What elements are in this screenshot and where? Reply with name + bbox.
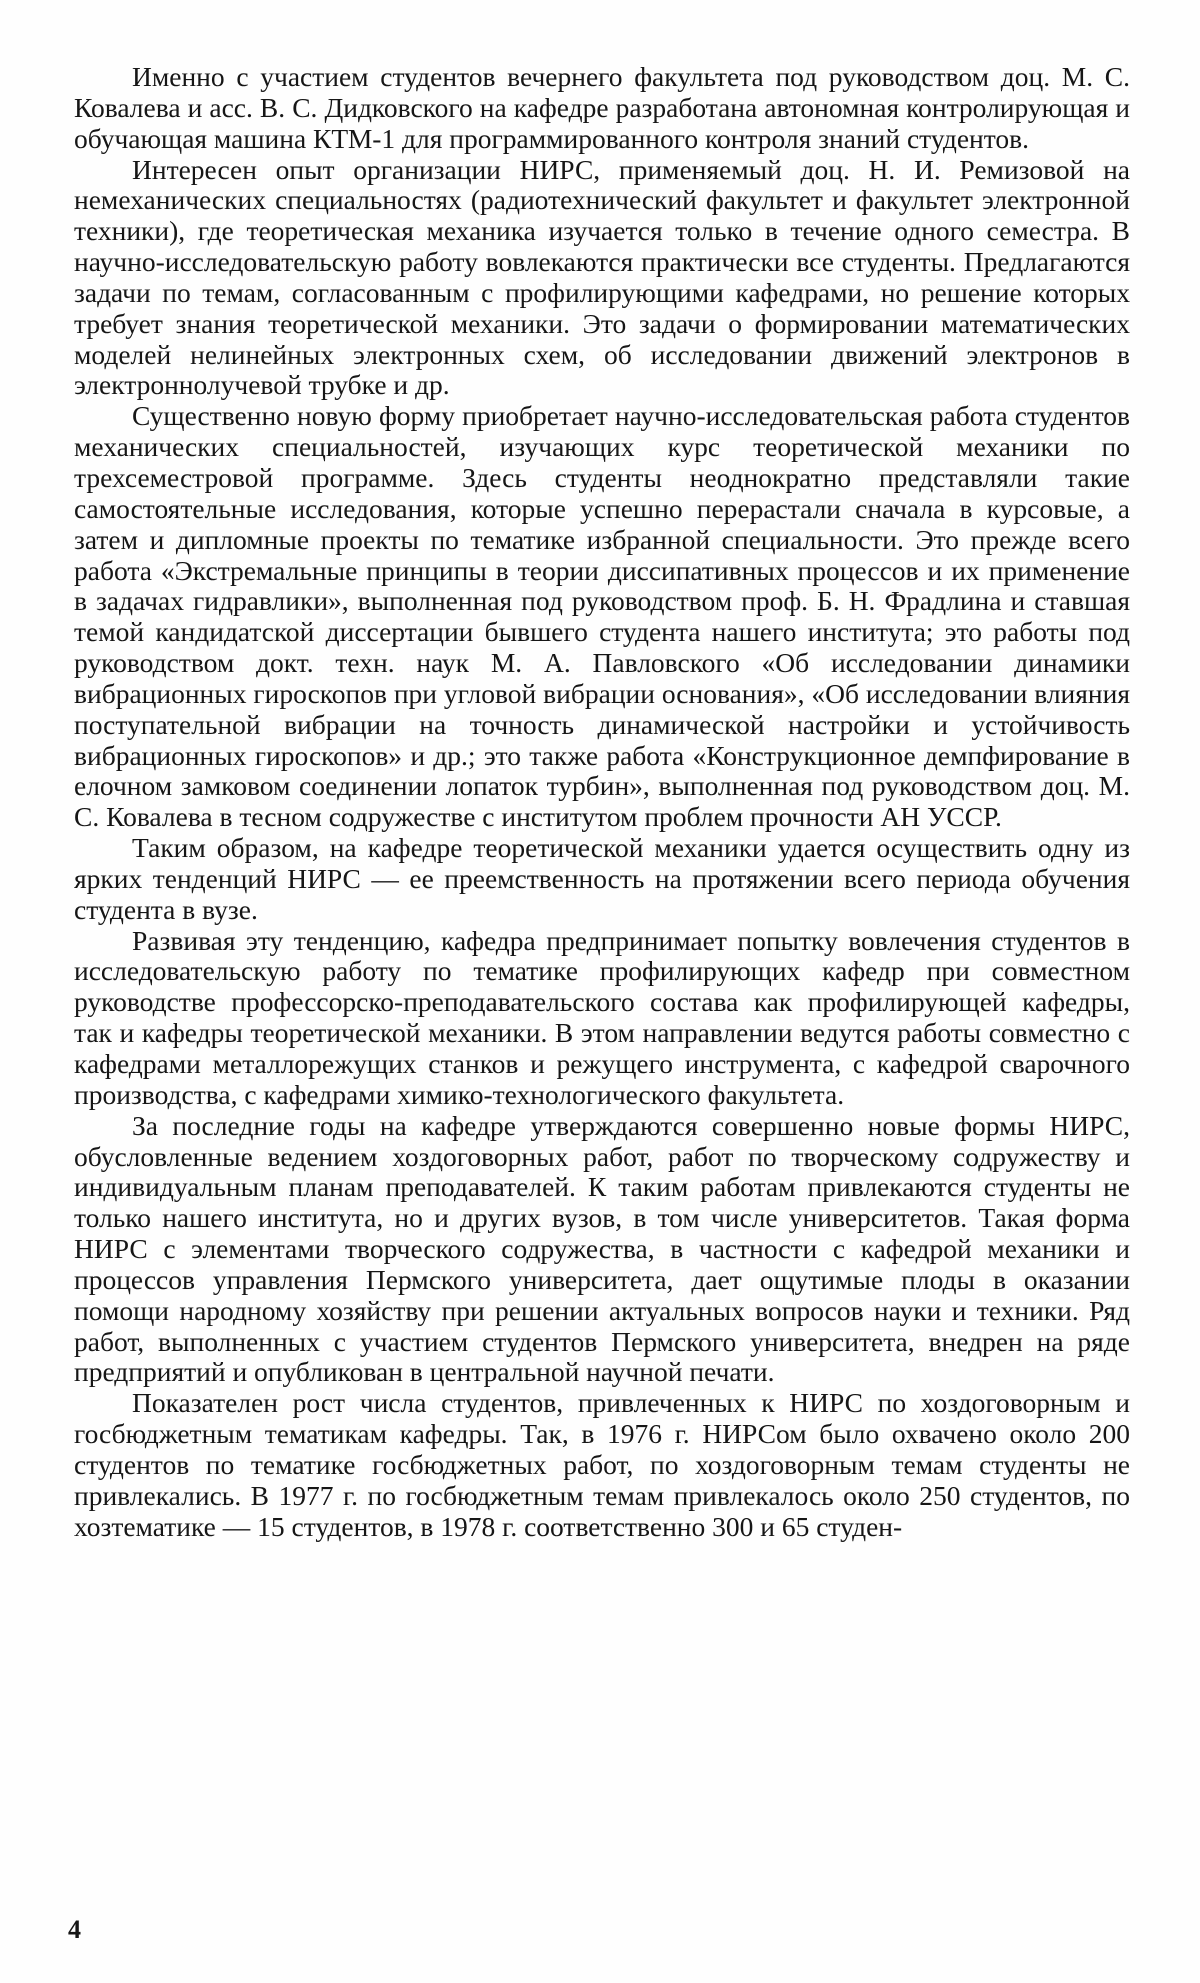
paragraph-mechanical-specialties: Существенно новую форму приобретает научно-исследовательская работа студентов механических специальностей, изучающих курс теоретической механики по трехсеместровой программе. Здесь студенты неоднократно представляли такие самостоятельные исследования, которые успешно перерастали сначала в курсовые, а затем и дипломные проекты по тематике избранной специальности. Это прежде всего работа «Экстремальные принципы в теории диссипативных процессов и их применение в задачах гидравлики», выполненная под руководством проф. Б. Н. Фрадлина и ставшая темой кандидатской диссертации бывшего студента нашего института; это работы под руководством докт. техн. наук М. А. Павловского «Об исследовании динамики вибрационных гироскопов при угловой вибрации основания», «Об исследовании влияния поступательной вибрации на точность динамической настройки и устойчивость вибрационных гироскопов» и др.; это также работа «Конструкционное демпфирование в елочном замковом соединении лопаток турбин», выполненная под руководством доц. М. С. Ковалева в тесном содружестве с институтом проблем прочности АН УССР.: [74, 400, 1130, 833]
body-text: [74, 62, 1130, 1543]
paragraph-continuity: Таким образом, на кафедре теоретической механики удается осуществить одну из ярких тенденций НИРС — ее преемственность на протяжении всего периода обучения студента в вузе.: [74, 832, 1130, 925]
paragraph-student-growth: Показателен рост числа студентов, привлеченных к НИРС по хоздоговорным и госбюджетным тематикам кафедры. Так, в 1976 г. НИРСом было охвачено около 200 студентов по тематике госбюджетных работ, по хоздоговорным темам студенты не привлекались. В 1977 г. по госбюджетным темам привлекалось около 250 студентов, по хозтематике — 15 студентов, в 1978 г. соответственно 300 и 65 студен-: [74, 1387, 1130, 1542]
paragraph-nirs-remizova: Интересен опыт организации НИРС, применяемый доц. Н. И. Ремизовой на немеханических специальностях (радиотехнический факультет и факультет электронной техники), где теоретическая механика изучается только в течение одного семестра. В научно-исследовательскую работу вовлекаются практически все студенты. Предлагаются задачи по темам, согласованным с профилирующими кафедрами, но решение которых требует знания теоретической механики. Это задачи о формировании математических моделей нелинейных электронных схем, об исследовании движений электронов в электроннолучевой трубке и др.: [74, 153, 1130, 401]
paragraph-ktm1-machine: Именно с участием студентов вечернего факультета под руководством доц. М. С. Ковалева и асс. В. С. Дидковского на кафедре разработана автономная контролирующая и обучающая машина КТМ-1 для программированного контроля знаний студентов.: [74, 61, 1130, 154]
paragraph-new-forms: За последние годы на кафедре утверждаются совершенно новые формы НИРС, обусловленные ведением хоздоговорных работ, работ по творческому содружеству и индивидуальным планам преподавателей. К таким работам привлекаются студенты не только нашего института, но и других вузов, в том числе университетов. Такая форма НИРС с элементами творческого содружества, в частности с кафедрой механики и процессов управления Пермского университета, дает ощутимые плоды в оказании помощи народному хозяйству при решении актуальных вопросов науки и техники. Ряд работ, выполненных с участием студентов Пермского университета, внедрен на ряде предприятий и опубликован в центральной научной печати.: [74, 1109, 1130, 1388]
page-number: 4: [68, 1915, 81, 1944]
paragraph-joint-supervision: Развивая эту тенденцию, кафедра предпринимает попытку вовлечения студентов в исследовательскую работу по тематике профилирующих кафедр при совместном руководстве профессорско-преподавательского состава как профилирующей кафедры, так и кафедры теоретической механики. В этом направлении ведутся работы совместно с кафедрами металлорежущих станков и режущего инструмента, с кафедрой сварочного производства, с кафедрами химико-технологического факультета.: [74, 924, 1130, 1110]
